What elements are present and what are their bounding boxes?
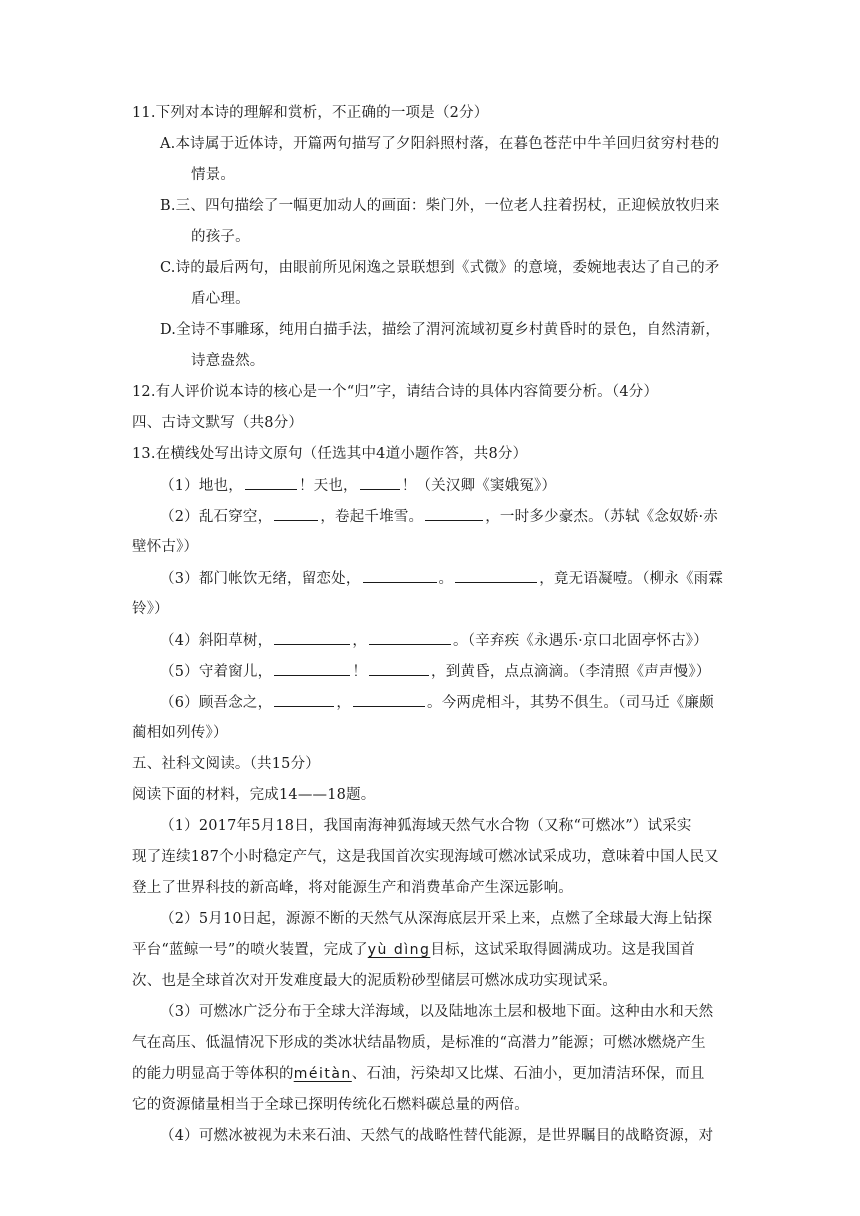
passage-p3-line3 (132, 1064, 705, 1084)
q13-item-3-text: （3）都门帐饮无绪，留恋处， (160, 571, 361, 587)
answer-blank[interactable] (274, 506, 318, 521)
q13-item-5 (160, 661, 711, 682)
section5-title: 五、社科文阅读。（共15分） (132, 756, 320, 772)
q13-item-1-text: ！天也， (298, 478, 358, 494)
q13-item-2 (160, 506, 718, 527)
q13-item-6-text: （6）顾吾念之， (160, 695, 273, 711)
q11-option-c: C.诗的最后两句，由眼前所见闲逸之景联想到《式微》的意境，委婉地表达了自己的矛 (160, 260, 720, 276)
answer-blank[interactable] (360, 475, 400, 490)
q11-option-a-cont: 情景。 (191, 167, 236, 183)
q13-item-2-text: （2）乱石穿空， (160, 509, 273, 525)
passage-text: 的能力明显高于等体积的 (132, 1066, 294, 1082)
q13-item-5-text: ！ (352, 664, 368, 680)
q11-option-d-cont: 诗意盎然。 (191, 353, 265, 369)
section5-intro: 阅读下面的材料，完成14——18题。 (132, 787, 376, 803)
passage-text: 、石油，污染却又比煤、石油小，更加清洁环保，而且 (351, 1066, 705, 1082)
q13-item-3-text: ，竟无语凝噎。（柳永《雨霖 (539, 571, 724, 587)
q13-item-3 (160, 568, 723, 589)
q11-option-a: A.本诗属于近体诗，开篇两句描写了夕阳斜照村落，在暮色苍茫中牛羊回归贫穷村巷的 (160, 136, 720, 152)
q13-item-6-text: ， (336, 695, 352, 711)
pinyin-underlined: méitàn (293, 1066, 352, 1082)
passage-text: 目标，这试采取得圆满成功。这是我国首 (430, 942, 695, 958)
answer-blank[interactable] (353, 692, 425, 707)
q13-item-6-cont: 蔺相如列传》） (132, 725, 228, 741)
passage-text: 平台“蓝鲸一号”的喷火装置，完成了 (132, 942, 368, 958)
q13-item-2-text: ，一时多少豪杰。（苏轼《念奴娇·赤 (485, 509, 718, 525)
q13-item-1-text: （1）地也， (160, 478, 243, 494)
passage-p2: （2）5月10日起，源源不断的天然气从深海底层开采上来，点燃了全球最大海上钻探 (160, 911, 713, 927)
q13-item-5-text: ，到黄昏，点点滴滴。（李清照《声声慢》） (431, 664, 711, 680)
answer-blank[interactable] (245, 475, 297, 490)
q13-item-6-text: 。今两虎相斗，其势不俱生。（司马迁《廉颇 (427, 695, 714, 711)
q13-item-4 (160, 630, 708, 651)
passage-p2-line2 (132, 940, 695, 960)
q11-option-c-cont: 盾心理。 (191, 291, 250, 307)
q11-option-d: D.全诗不事雕琢，纯用白描手法，描绘了渭河流域初夏乡村黄昏时的景色，自然清新， (160, 322, 721, 338)
passage-p1-line3: 登上了世界科技的新高峰，将对能源生产和消费革命产生深远影响。 (132, 880, 573, 896)
passage-p4: （4）可燃冰被视为未来石油、天然气的战略性替代能源，是世界瞩目的战略资源，对 (160, 1128, 714, 1144)
q11-stem: 11.下列对本诗的理解和赏析，不正确的一项是（2分） (132, 105, 489, 121)
answer-blank[interactable] (363, 568, 437, 583)
q13-item-3-cont: 铃》） (132, 601, 169, 617)
answer-blank[interactable] (369, 661, 429, 676)
q12-stem: 12.有人评价说本诗的核心是一个“归”字，请结合诗的具体内容简要分析。（4分） (132, 384, 659, 400)
answer-blank[interactable] (455, 568, 537, 583)
q11-option-b: B.三、四句描绘了一幅更加动人的画面：柴门外，一位老人拄着拐杖，正迎候放牧归来 (160, 198, 720, 214)
passage-p1-line2: 现了连续187个小时稳定产气，这是我国首次实现海域可燃冰试采成功，意味着中国人民又 (132, 849, 719, 865)
q13-item-5-text: （5）守着窗儿， (160, 664, 273, 680)
section4-title: 四、古诗文默写（共8分） (132, 415, 304, 431)
passage-p1: （1）2017年5月18日，我国南海神狐海域天然气水合物（又称“可燃冰”）试采实 (160, 818, 692, 834)
answer-blank[interactable] (369, 630, 451, 645)
q11-option-b-cont: 的孩子。 (191, 229, 250, 245)
passage-p2-line3: 次、也是全球首次对开发难度最大的泥质粉砂型储层可燃冰成功实现试采。 (132, 973, 618, 989)
answer-blank[interactable] (274, 661, 350, 676)
passage-p3-line2: 气在高压、低温情况下形成的类冰状结晶物质，是标准的“高潜力”能源；可燃冰燃烧产生 (132, 1035, 706, 1051)
answer-blank[interactable] (274, 630, 350, 645)
q13-item-4-text: ， (352, 633, 368, 649)
q13-item-1 (160, 475, 556, 496)
q13-item-4-text: 。（辛弃疾《永遇乐·京口北固亭怀古》） (453, 633, 708, 649)
answer-blank[interactable] (274, 692, 334, 707)
passage-p3-line4: 它的资源储量相当于全球已探明传统化石燃料碳总量的两倍。 (132, 1097, 529, 1113)
q13-item-6 (160, 692, 714, 713)
passage-p3: （3）可燃冰广泛分布于全球大洋海域，以及陆地冻土层和极地下面。这种由水和天然 (160, 1004, 714, 1020)
pinyin-underlined: yù dìng (367, 942, 431, 958)
q13-item-4-text: （4）斜阳草树， (160, 633, 273, 649)
answer-blank[interactable] (425, 506, 483, 521)
q13-item-2-cont: 壁怀古》） (132, 539, 199, 555)
q13-item-2-text: ，卷起千堆雪。 (320, 509, 424, 525)
q13-item-1-text: ！（关汉卿《窦娥冤》） (401, 478, 557, 494)
q13-item-3-text: 。 (438, 571, 454, 587)
q13-stem: 13.在横线处写出诗文原句（任选其中4道小题作答，共8分） (132, 446, 528, 462)
